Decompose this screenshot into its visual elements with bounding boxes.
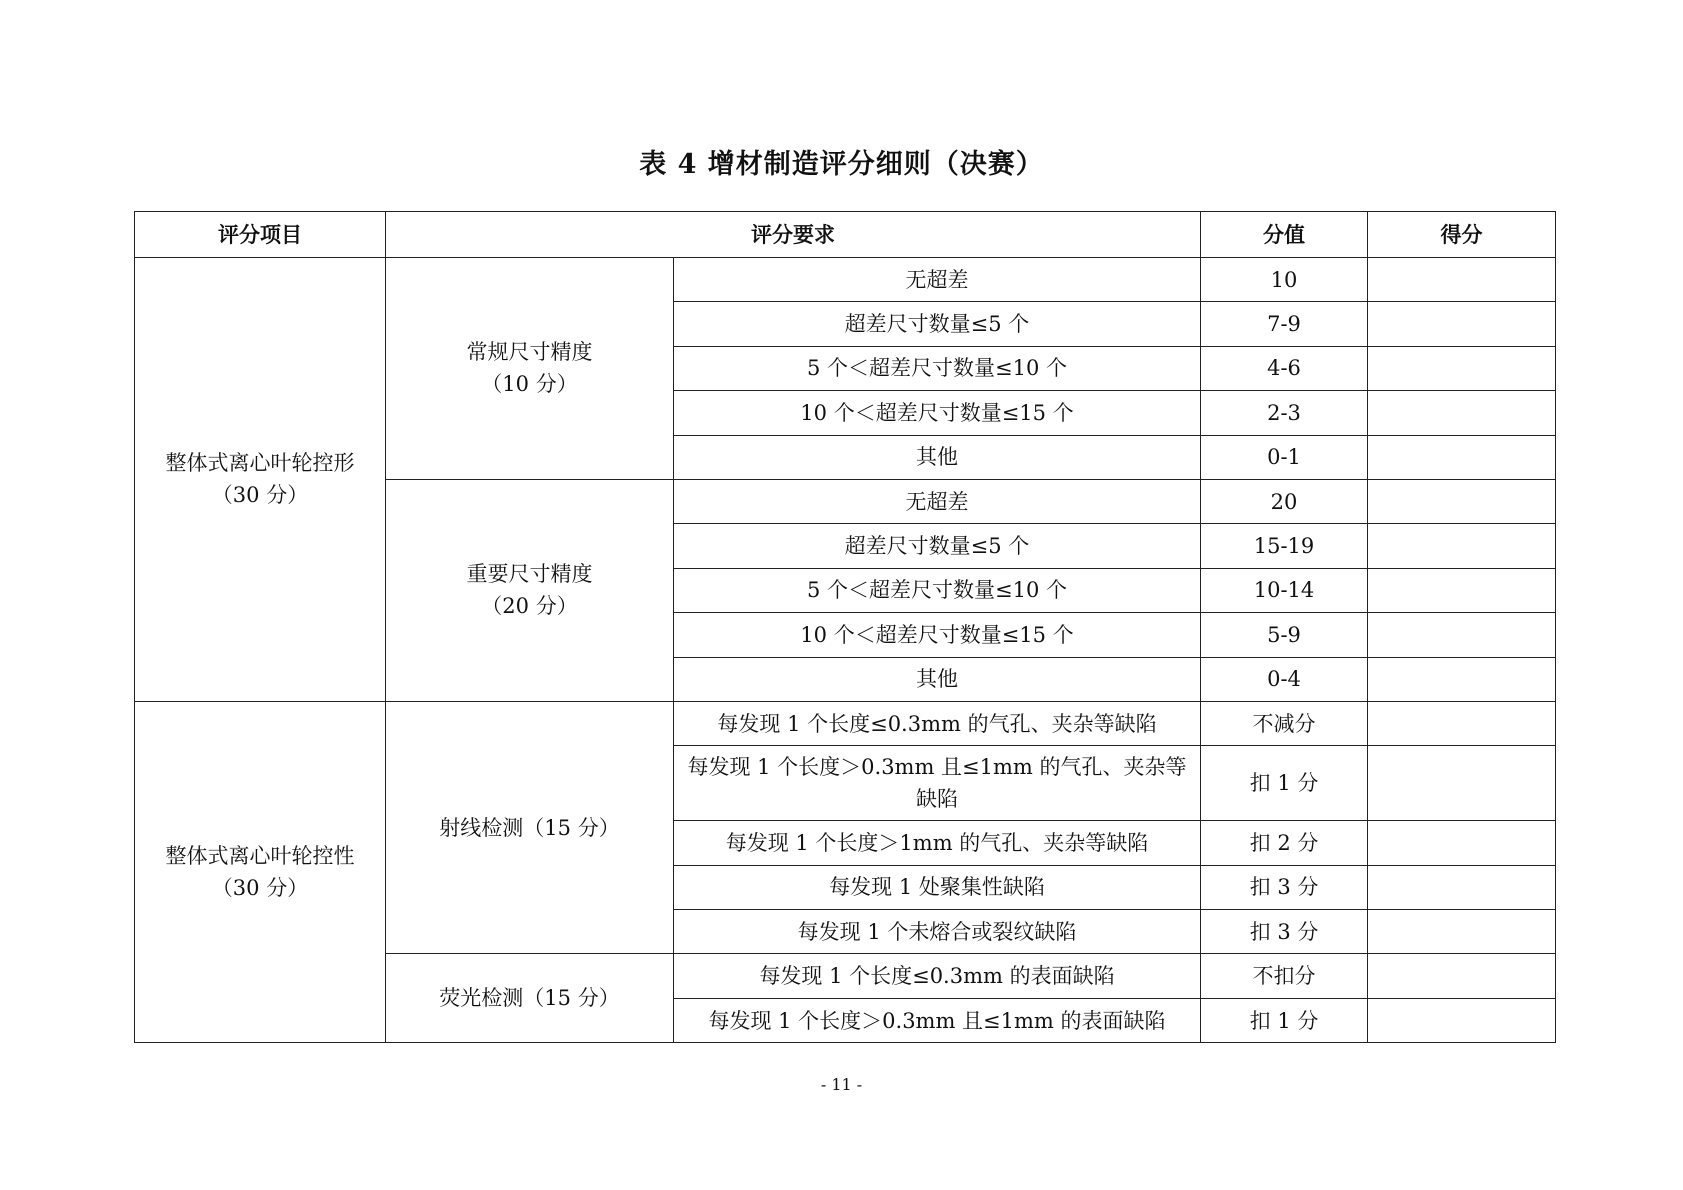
- points-cell: 20: [1201, 479, 1368, 523]
- requirement-cell: 10 个＜超差尺寸数量≤15 个: [674, 391, 1201, 435]
- requirement-cell: 每发现 1 个长度＞0.3mm 且≤1mm 的表面缺陷: [674, 998, 1201, 1042]
- group-score: （20 分）: [481, 594, 578, 619]
- points-cell: 扣 2 分: [1201, 821, 1368, 865]
- table-header-row: [135, 212, 1556, 258]
- group-name: 常规尺寸精度: [466, 340, 593, 365]
- category-cell: [135, 258, 386, 702]
- header-score: 得分: [1368, 212, 1556, 258]
- points-cell: 2-3: [1201, 391, 1368, 435]
- group-name: 重要尺寸精度: [466, 562, 593, 587]
- score-entry-cell[interactable]: [1368, 613, 1556, 657]
- category-score: （30 分）: [211, 876, 309, 901]
- requirement-cell: 每发现 1 个长度≤0.3mm 的气孔、夹杂等缺陷: [674, 701, 1201, 745]
- score-entry-cell[interactable]: [1368, 568, 1556, 612]
- score-entry-cell[interactable]: [1368, 657, 1556, 701]
- requirement-cell: 每发现 1 个长度＞0.3mm 且≤1mm 的气孔、夹杂等缺陷: [674, 746, 1201, 821]
- score-entry-cell[interactable]: [1368, 302, 1556, 346]
- group-cell: 荧光检测（15 分）: [386, 954, 674, 1043]
- score-entry-cell[interactable]: [1368, 865, 1556, 909]
- score-entry-cell[interactable]: [1368, 346, 1556, 390]
- points-cell: 扣 1 分: [1201, 746, 1368, 821]
- page-number: - 11 -: [820, 1075, 863, 1094]
- points-cell: 扣 1 分: [1201, 998, 1368, 1042]
- table-row: [135, 701, 1556, 745]
- requirement-cell: 每发现 1 个未熔合或裂纹缺陷: [674, 910, 1201, 954]
- points-cell: 5-9: [1201, 613, 1368, 657]
- points-cell: 不扣分: [1201, 954, 1368, 998]
- header-requirement: 评分要求: [386, 212, 1201, 258]
- points-cell: 不减分: [1201, 701, 1368, 745]
- category-name: 整体式离心叶轮控形: [165, 451, 355, 476]
- category-cell: [135, 701, 386, 1042]
- score-entry-cell[interactable]: [1368, 821, 1556, 865]
- points-cell: 10: [1201, 258, 1368, 302]
- requirement-cell: 每发现 1 个长度≤0.3mm 的表面缺陷: [674, 954, 1201, 998]
- points-cell: 10-14: [1201, 568, 1368, 612]
- requirement-cell: 5 个＜超差尺寸数量≤10 个: [674, 346, 1201, 390]
- header-item: 评分项目: [135, 212, 386, 258]
- category-name: 整体式离心叶轮控性: [165, 844, 355, 869]
- group-cell: 射线检测（15 分）: [386, 701, 674, 954]
- group-score: （10 分）: [481, 372, 578, 397]
- points-cell: 扣 3 分: [1201, 910, 1368, 954]
- points-cell: 7-9: [1201, 302, 1368, 346]
- group-cell: [386, 258, 674, 480]
- requirement-cell: 每发现 1 个长度＞1mm 的气孔、夹杂等缺陷: [674, 821, 1201, 865]
- requirement-cell: 无超差: [674, 258, 1201, 302]
- points-cell: 0-4: [1201, 657, 1368, 701]
- score-entry-cell[interactable]: [1368, 701, 1556, 745]
- requirement-cell: 10 个＜超差尺寸数量≤15 个: [674, 613, 1201, 657]
- header-points: 分值: [1201, 212, 1368, 258]
- score-entry-cell[interactable]: [1368, 524, 1556, 568]
- table-row: [135, 258, 1556, 302]
- score-entry-cell[interactable]: [1368, 910, 1556, 954]
- points-cell: 15-19: [1201, 524, 1368, 568]
- requirement-cell: 5 个＜超差尺寸数量≤10 个: [674, 568, 1201, 612]
- requirement-cell: 每发现 1 处聚集性缺陷: [674, 865, 1201, 909]
- category-score: （30 分）: [211, 483, 309, 508]
- requirement-cell: 其他: [674, 657, 1201, 701]
- requirement-cell: 其他: [674, 435, 1201, 479]
- points-cell: 扣 3 分: [1201, 865, 1368, 909]
- score-entry-cell[interactable]: [1368, 391, 1556, 435]
- score-entry-cell[interactable]: [1368, 258, 1556, 302]
- points-cell: 4-6: [1201, 346, 1368, 390]
- requirement-cell: 无超差: [674, 479, 1201, 523]
- score-entry-cell[interactable]: [1368, 998, 1556, 1042]
- scoring-table: [134, 211, 1556, 1043]
- score-entry-cell[interactable]: [1368, 435, 1556, 479]
- score-entry-cell[interactable]: [1368, 746, 1556, 821]
- score-entry-cell[interactable]: [1368, 479, 1556, 523]
- requirement-cell: 超差尺寸数量≤5 个: [674, 524, 1201, 568]
- score-entry-cell[interactable]: [1368, 954, 1556, 998]
- points-cell: 0-1: [1201, 435, 1368, 479]
- group-cell: [386, 479, 674, 701]
- requirement-cell: 超差尺寸数量≤5 个: [674, 302, 1201, 346]
- page-title: 表 4 增材制造评分细则（决赛）: [639, 149, 1044, 180]
